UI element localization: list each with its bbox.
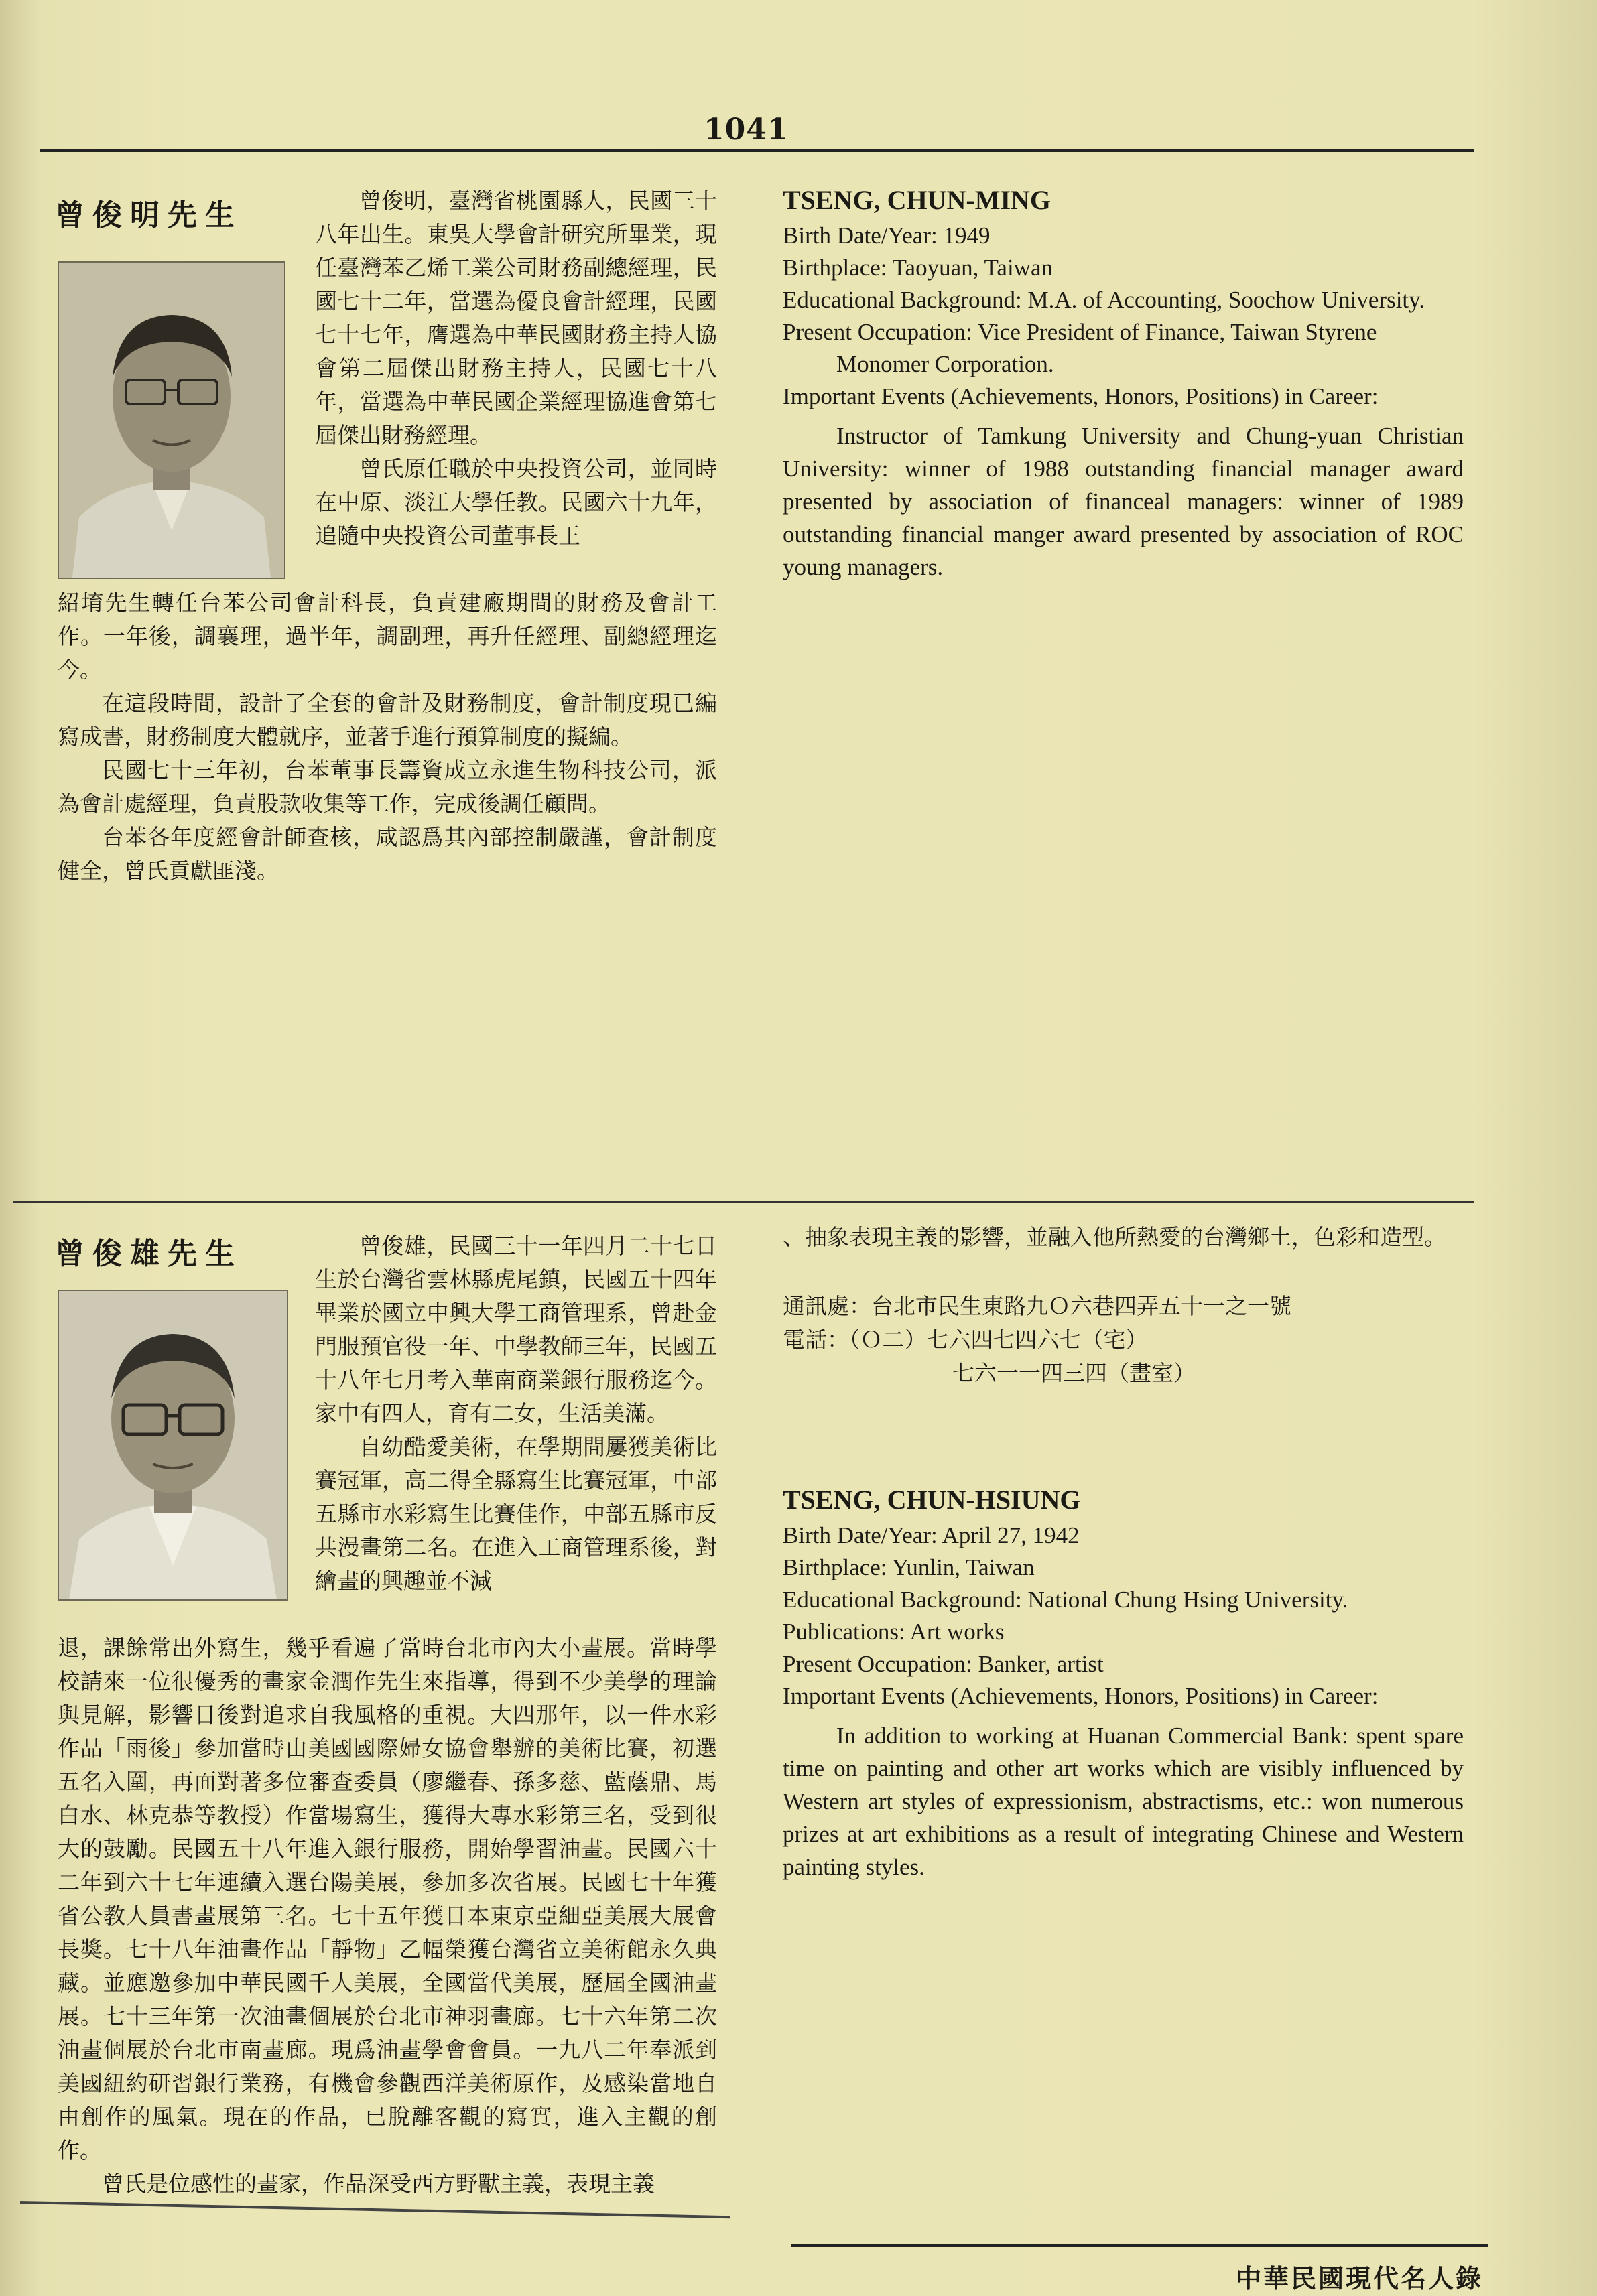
entry1-portrait-photo: [58, 261, 285, 579]
entry1-english-body: Instructor of Tamkung University and Chung-yuan Christian University: winner of 1988 outstanding financial manager award presented by association of financeal managers: winner of 1989 outstanding financial manger award presented by association of ROC young managers.: [783, 423, 1464, 580]
entry1-english-bio: [783, 182, 1464, 584]
entry2-contact-info: [783, 1290, 1464, 1390]
bottom-left-rule: [20, 2201, 730, 2218]
entry2-zh-paragraph-1: 曾俊雄，民國三十一年四月二十七日生於台灣省雲林縣虎尾鎮，民國五十四年畢業於國立中興大學工商管理系，曾赴金門服預官役一年、中學教師三年，民國五十八年七月考入華南商業銀行服務迄今。家中有四人，育有二女，生活美滿。: [315, 1233, 717, 1426]
entry2-publications: Publications: Art works: [783, 1619, 1005, 1645]
entry1-chinese-bio-bottom: [58, 586, 717, 888]
entry2-zh-paragraph-3-continued: 、抽象表現主義的影響，並融入他所熱愛的台灣鄉土，色彩和造型。: [783, 1224, 1446, 1250]
entry1-english-name: TSENG, CHUN-MING: [783, 185, 1051, 215]
entry2-occupation: Present Occupation: Banker, artist: [783, 1651, 1104, 1677]
entry1-occupation: Present Occupation: Vice President of Finance, Taiwan Styrene Monomer Corporation.: [783, 319, 1377, 377]
portrait-icon: [59, 1291, 287, 1599]
entry1-zh-paragraph-2a: 曾氏原任職於中央投資公司，並同時在中原、淡江大學任教。民國六十九年，追隨中央投資公司董事長王: [315, 456, 717, 549]
entry1-education: Educational Background: M.A. of Accounting, Soochow University.: [783, 287, 1425, 313]
entry2-chinese-bio-bottom: [58, 1631, 717, 2201]
footer-rule: [791, 2244, 1488, 2247]
entry1-chinese-bio-top: [315, 184, 717, 553]
entry2-chinese-bio-top: [315, 1229, 717, 1598]
entry2-address: 通訊處：台北市民生東路九Ｏ六巷四弄五十一之一號: [783, 1293, 1291, 1319]
page-number: 1041: [704, 113, 789, 147]
entry2-birthplace: Birthplace: Yunlin, Taiwan: [783, 1554, 1035, 1580]
entry2-zh-paragraph-3: 曾氏是位感性的畫家，作品深受西方野獸主義，表現主義: [102, 2171, 655, 2197]
header-rule: [40, 149, 1474, 152]
entry2-zh-paragraph-2a: 自幼酷愛美術，在學期間屢獲美術比賽冠軍，高二得全縣寫生比賽冠軍，中部五縣市水彩寫生比賽佳作，中部五縣市反共漫畫第二名。在進入工商管理系後，對繪畫的興趣並不減: [315, 1434, 717, 1594]
entry1-events-heading: Important Events (Achievements, Honors, Positions) in Career:: [783, 383, 1379, 409]
entry2-events-heading: Important Events (Achievements, Honors, Positions) in Career:: [783, 1683, 1379, 1709]
entry2-birth-date: Birth Date/Year: April 27, 1942: [783, 1522, 1080, 1548]
entry2-english-body: In addition to working at Huanan Commercial Bank: spent spare time on painting and other art works which are visibly influenced by Western art styles of expressionism, abstractisms, etc.: won numerous prizes at art exhibitions as a result of integrating Chinese and Western painting styles.: [783, 1723, 1464, 1880]
entry2-phone-home: 電話：（Ｏ二）七六四七四六七（宅）: [783, 1327, 1148, 1353]
entry2-education: Educational Background: National Chung Hsing University.: [783, 1586, 1348, 1613]
entry2-chinese-bio-continued: [783, 1221, 1464, 1254]
entry2-portrait-photo: [58, 1290, 288, 1601]
entry1-chinese-name: 曾俊明先生: [55, 198, 243, 232]
entry2-english-name: TSENG, CHUN-HSIUNG: [783, 1485, 1081, 1515]
entry2-english-bio: [783, 1482, 1464, 1883]
entry2-phone-studio: 七六一一四三四（畫室）: [952, 1360, 1196, 1386]
footer-book-title: 中華民國現代名人錄: [1235, 2264, 1483, 2293]
entry1-birthplace: Birthplace: Taoyuan, Taiwan: [783, 255, 1053, 281]
entry1-zh-paragraph-3: 在這段時間，設計了全套的會計及財務制度，會計制度現已編寫成書，財務制度大體就序，並著手進行預算制度的擬編。: [58, 690, 717, 750]
entry1-zh-paragraph-2b: 紹堉先生轉任台苯公司會計科長，負責建廠期間的財務及會計工作。一年後，調襄理，過半年，調副理，再升任經理、副總經理迄今。: [58, 590, 717, 683]
entry1-zh-paragraph-5: 台苯各年度經會計師查核，咸認爲其內部控制嚴謹，會計制度健全，曾氏貢獻匪淺。: [58, 824, 717, 884]
portrait-icon: [59, 263, 284, 578]
entry1-zh-paragraph-1: 曾俊明，臺灣省桃園縣人，民國三十八年出生。東吳大學會計研究所畢業，現任臺灣苯乙烯工業公司財務副總經理，民國七十二年，當選為優良會計經理，民國七十七年，膺選為中華民國財務主持人協會第二屆傑出財務主持人，民國七十八年，當選為中華民國企業經理協進會第七屆傑出財務經理。: [315, 188, 717, 448]
entry1-birth-date: Birth Date/Year: 1949: [783, 222, 991, 249]
entry2-chinese-name: 曾俊雄先生: [55, 1237, 243, 1271]
section-divider: [13, 1201, 1474, 1203]
entry2-zh-paragraph-2b: 退，課餘常出外寫生，幾乎看遍了當時台北市內大小畫展。當時學校請來一位很優秀的畫家金潤作先生來指導，得到不少美學的理論與見解，影響日後對追求自我風格的重視。大四那年，以一件水彩作品「雨後」參加當時由美國國際婦女協會舉辦的美術比賽，初選五名入圍，再面對著多位審查委員（廖繼春、孫多慈、藍蔭鼎、馬白水、林克恭等教授）作當場寫生，獲得大專水彩第三名，受到很大的鼓勵。民國五十八年進入銀行服務，開始學習油畫。民國六十二年到六十七年連續入選台陽美展，參加多次省展。民國七十年獲省公教人員書畫展第三名。七十五年獲日本東京亞細亞美展大展會長獎。七十八年油畫作品「靜物」乙幅榮獲台灣省立美術館永久典藏。並應邀參加中華民國千人美展，全國當代美展，歷屆全國油畫展。七十三年第一次油畫個展於台北市神羽畫廊。七十六年第二次油畫個展於台北市南畫廊。現爲油畫學會會員。一九八二年奉派到美國紐約研習銀行業務，有機會參觀西洋美術原作，及感染當地自由創作的風氣。現在的作品，已脫離客觀的寫實，進入主觀的創作。: [58, 1635, 717, 2163]
entry1-zh-paragraph-4: 民國七十三年初，台苯董事長籌資成立永進生物科技公司，派為會計處經理，負責股款收集等工作，完成後調任顧問。: [58, 757, 717, 817]
